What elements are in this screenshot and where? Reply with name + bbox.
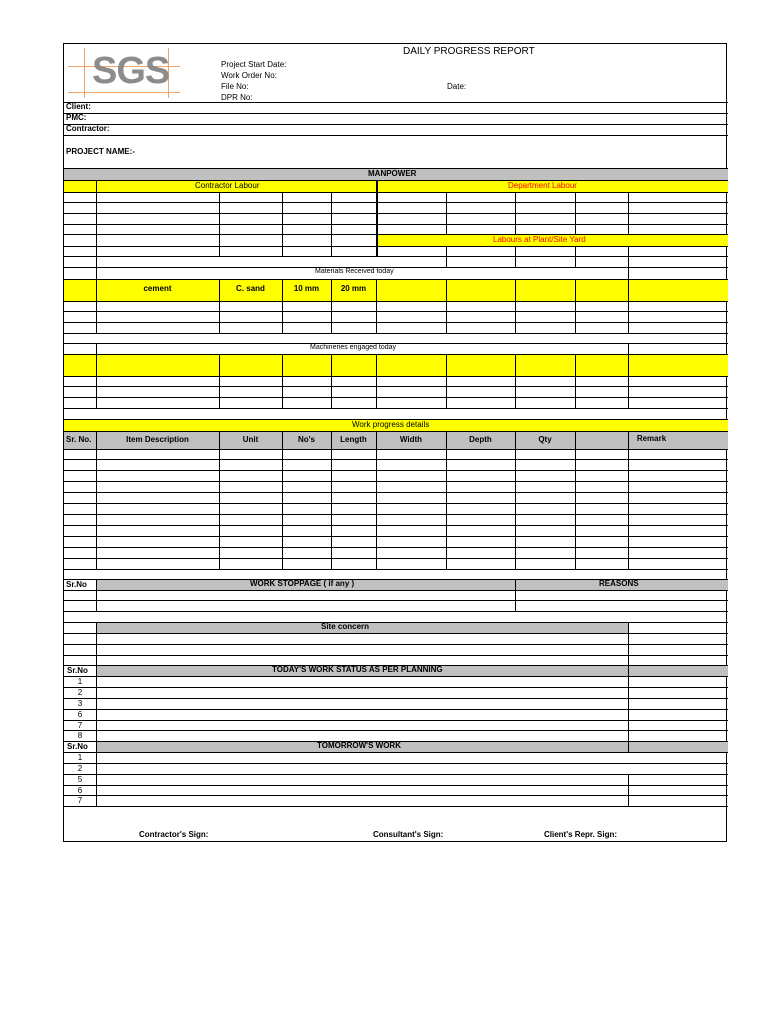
grid-rule: [628, 774, 629, 806]
project-name-label: PROJECT NAME:-: [66, 147, 135, 156]
machineries-title: Machineries engaged today: [310, 344, 397, 351]
stoppage-title: WORK STOPPAGE ( if any ): [250, 579, 355, 588]
tomorrows-work-title: TOMORROW'S WORK: [317, 741, 401, 750]
grid-rule: [575, 279, 576, 333]
grid-rule: [64, 763, 728, 764]
grid-rule: [282, 192, 283, 256]
grid-rule: [64, 333, 728, 334]
todays-status-srno-label: Sr.No: [67, 666, 88, 675]
material-col-10mm: 10 mm: [293, 284, 320, 293]
grid-rule: [64, 569, 728, 570]
grid-rule: [64, 611, 728, 612]
site-concern-title: Site concern: [321, 622, 370, 631]
grid-rule: [446, 279, 447, 333]
grid-rule: [515, 354, 516, 408]
grid-rule: [64, 600, 728, 601]
grid-rule: [628, 622, 629, 665]
grid-rule: [64, 234, 728, 235]
grid-rule: [446, 354, 447, 408]
grid-rule: [628, 192, 629, 234]
wp-col-unit: Unit: [242, 435, 259, 444]
report-title: DAILY PROGRESS REPORT: [403, 46, 535, 57]
grid-rule: [446, 192, 447, 234]
grid-rule: [64, 590, 728, 591]
wp-col-width: Width: [399, 435, 423, 444]
grid-rule: [628, 354, 629, 408]
wp-col-depth: Depth: [469, 435, 492, 444]
logo-wordmark: SGS: [92, 50, 170, 92]
pmc-label: PMC:: [66, 113, 87, 122]
labour-header-band: [64, 180, 728, 192]
dpr-no-label: DPR No:: [221, 93, 253, 102]
todays-status-row-number: 3: [77, 699, 83, 708]
plant-labour-label: Labours at Plant/Site Yard: [493, 235, 586, 244]
grid-rule: [96, 279, 97, 333]
project-start-date-label: Project Start Date:: [221, 60, 287, 69]
grid-rule: [628, 279, 629, 333]
todays-status-row-number: 8: [77, 731, 83, 740]
grid-rule: [96, 180, 97, 267]
grid-rule: [64, 752, 728, 753]
tomorrows-work-row-number: 2: [77, 764, 83, 773]
grid-rule: [515, 431, 516, 569]
grid-rule: [64, 408, 728, 409]
date-label: Date:: [447, 82, 467, 91]
grid-rule: [628, 267, 629, 279]
tomorrows-work-row-number: 1: [77, 753, 83, 762]
material-col-cement: cement: [143, 284, 172, 293]
contractor-label: Contractor:: [66, 124, 110, 133]
grid-rule: [376, 180, 378, 256]
grid-rule: [64, 180, 728, 181]
wp-col-nos: No's: [297, 435, 315, 444]
todays-status-title: TODAY'S WORK STATUS AS PER PLANNING: [272, 665, 443, 674]
grid-rule: [219, 354, 220, 408]
material-col-csand: C. sand: [236, 284, 265, 293]
grid-rule: [64, 806, 728, 807]
grid-rule: [446, 246, 447, 267]
tomorrows-work-row-number: 5: [77, 775, 83, 784]
materials-title: Materials Received today: [315, 268, 394, 275]
todays-status-row-number: 1: [77, 677, 83, 686]
tomorrows-work-row-number: 7: [77, 796, 83, 805]
stoppage-srno-label: Sr.No: [66, 580, 87, 589]
grid-rule: [376, 246, 728, 247]
grid-rule: [64, 113, 728, 114]
grid-rule: [376, 279, 377, 333]
work-order-label: Work Order No:: [221, 71, 277, 80]
grid-rule: [96, 741, 97, 806]
grid-rule: [575, 192, 576, 234]
grid-rule: [515, 279, 516, 333]
grid-rule: [64, 419, 728, 420]
client-label: Client:: [66, 102, 91, 111]
grid-rule: [219, 279, 220, 333]
grid-rule: [96, 354, 97, 408]
grid-rule: [628, 343, 629, 354]
grid-rule: [64, 168, 728, 169]
grid-rule: [282, 431, 283, 569]
file-no-label: File No:: [221, 82, 249, 91]
grid-rule: [331, 354, 332, 408]
tomorrows-work-row-number: 6: [77, 786, 83, 795]
manpower-title: MANPOWER: [368, 169, 417, 178]
sgs-logo: [64, 44, 184, 102]
todays-status-row-number: 6: [77, 710, 83, 719]
grid-rule: [282, 279, 283, 333]
grid-rule: [376, 431, 377, 569]
work-progress-title: Work progress details: [352, 420, 430, 429]
contractor-labour-label: Contractor Labour: [195, 181, 260, 190]
grid-rule: [64, 246, 376, 247]
grid-rule: [515, 192, 516, 234]
grid-rule: [575, 354, 576, 408]
stoppage-reasons-label: REASONS: [599, 579, 639, 588]
contractor-sign-label: Contractor's Sign:: [139, 830, 209, 839]
grid-rule: [446, 431, 447, 569]
wp-col-item-description: Item Description: [126, 435, 189, 444]
grid-rule: [628, 665, 629, 741]
grid-rule: [515, 246, 516, 267]
todays-status-row-number: 7: [77, 721, 83, 730]
tomorrows-work-band: [96, 741, 728, 752]
grid-rule: [219, 431, 220, 569]
wp-col-length: Length: [340, 435, 367, 444]
grid-rule: [64, 102, 728, 103]
daily-progress-report-sheet: [63, 43, 727, 842]
tomorrows-work-srno-label: Sr.No: [67, 742, 88, 751]
grid-rule: [628, 246, 629, 267]
department-labour-label: Department Labour: [508, 181, 577, 190]
material-col-20mm: 20 mm: [340, 284, 367, 293]
todays-status-row-number: 2: [77, 688, 83, 697]
grid-rule: [96, 431, 97, 569]
grid-rule: [376, 354, 377, 408]
wp-col-remark: Remark: [636, 434, 667, 443]
grid-rule: [64, 124, 728, 125]
grid-rule: [282, 354, 283, 408]
consultant-sign-label: Consultant's Sign:: [373, 830, 444, 839]
wp-col-srno: Sr. No.: [66, 435, 92, 444]
grid-rule: [96, 579, 97, 611]
grid-rule: [96, 622, 97, 665]
grid-rule: [575, 246, 576, 267]
grid-rule: [64, 135, 728, 136]
grid-rule: [575, 431, 576, 569]
grid-rule: [331, 431, 332, 569]
grid-rule: [628, 431, 629, 569]
grid-rule: [515, 579, 516, 611]
grid-rule: [331, 192, 332, 256]
grid-rule: [96, 665, 97, 741]
grid-rule: [64, 579, 728, 580]
grid-rule: [331, 279, 332, 333]
grid-rule: [96, 343, 97, 354]
grid-rule: [219, 192, 220, 256]
grid-rule: [96, 267, 97, 279]
client-sign-label: Client's Repr. Sign:: [544, 830, 618, 839]
wp-col-qty: Qty: [538, 435, 552, 444]
grid-rule: [628, 741, 629, 752]
